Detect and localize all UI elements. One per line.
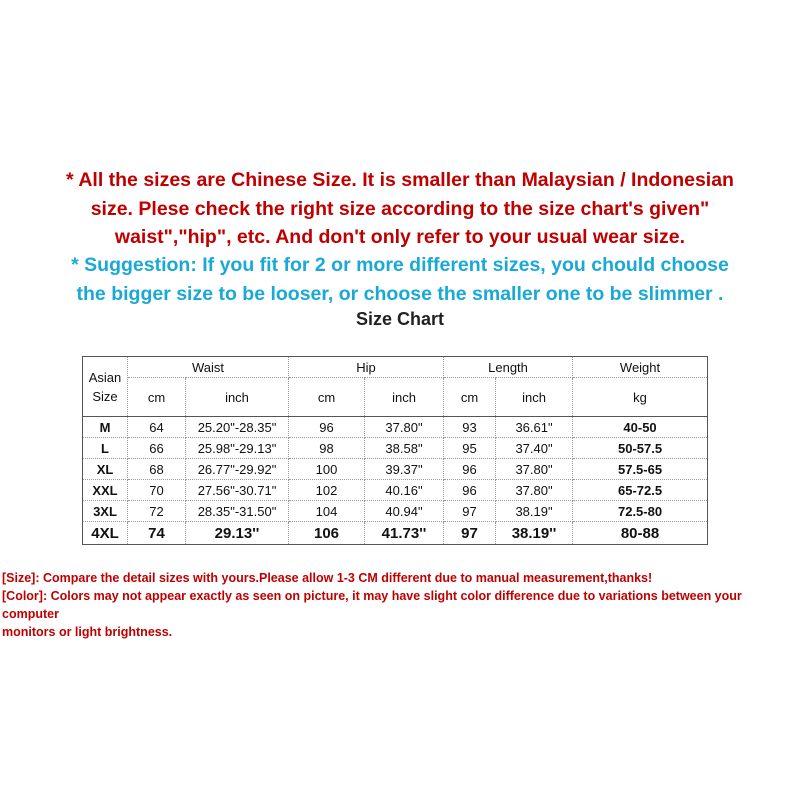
table-row xyxy=(83,501,708,522)
table-header-units xyxy=(83,378,708,417)
hip-header: Hip xyxy=(289,357,444,378)
unit-header: cm xyxy=(444,378,496,417)
color-note-line: [Color]: Colors may not appear exactly as seen on picture, it may have slight color difference due to variations between your computer xyxy=(2,589,742,621)
size-suggestion-notice xyxy=(0,251,800,308)
hip-inch-cell: 39.37" xyxy=(365,459,444,480)
length-inch-cell: 36.61" xyxy=(496,417,573,438)
unit-header: inch xyxy=(496,378,573,417)
length-cm-cell: 95 xyxy=(444,438,496,459)
size-cell: 3XL xyxy=(83,501,128,522)
header-label: Size xyxy=(92,388,118,404)
length-inch-cell: 37.40" xyxy=(496,438,573,459)
hip-cm-cell: 102 xyxy=(289,480,365,501)
size-cell: 4XL xyxy=(83,522,128,545)
size-cell: XL xyxy=(83,459,128,480)
color-note xyxy=(2,587,798,641)
length-header: Length xyxy=(444,357,573,378)
asian-size-header xyxy=(83,357,128,417)
waist-header: Waist xyxy=(128,357,289,378)
table-row xyxy=(83,480,708,501)
hip-cm-cell: 100 xyxy=(289,459,365,480)
weight-kg-cell: 57.5-65 xyxy=(573,459,708,480)
notice-line: size. Plese check the right size according to the size chart's given" xyxy=(90,197,710,220)
hip-cm-cell: 98 xyxy=(289,438,365,459)
length-inch-cell: 38.19'' xyxy=(496,522,573,545)
length-cm-cell: 97 xyxy=(444,501,496,522)
table-header-groups xyxy=(83,357,708,378)
hip-inch-cell: 41.73'' xyxy=(365,522,444,545)
notice-line: * All the sizes are Chinese Size. It is smaller than Malaysian / Indonesian xyxy=(66,169,734,191)
table-row xyxy=(83,459,708,480)
suggestion-line: the bigger size to be looser, or choose the smaller one to be slimmer . xyxy=(76,282,724,305)
size-cell: L xyxy=(83,438,128,459)
unit-header: inch xyxy=(186,378,289,417)
waist-cm-cell: 74 xyxy=(128,522,186,545)
weight-kg-cell: 65-72.5 xyxy=(573,480,708,501)
length-inch-cell: 38.19" xyxy=(496,501,573,522)
color-note-line: monitors or light brightness. xyxy=(2,625,173,639)
table-row xyxy=(83,417,708,438)
waist-inch-cell: 28.35"-31.50" xyxy=(186,501,289,522)
unit-header: kg xyxy=(573,378,708,417)
waist-cm-cell: 66 xyxy=(128,438,186,459)
table-row xyxy=(83,438,708,459)
waist-inch-cell: 27.56"-30.71" xyxy=(186,480,289,501)
weight-kg-cell: 72.5-80 xyxy=(573,501,708,522)
unit-header: inch xyxy=(365,378,444,417)
waist-inch-cell: 25.20"-28.35" xyxy=(186,417,289,438)
hip-cm-cell: 106 xyxy=(289,522,365,545)
size-chart-title: Size Chart xyxy=(355,309,445,329)
length-cm-cell: 96 xyxy=(444,480,496,501)
length-cm-cell: 96 xyxy=(444,459,496,480)
hip-cm-cell: 96 xyxy=(289,417,365,438)
waist-inch-cell: 29.13'' xyxy=(186,522,289,545)
waist-inch-cell: 25.98"-29.13" xyxy=(186,438,289,459)
header-label: Asian xyxy=(88,369,122,385)
table-row xyxy=(83,522,708,545)
waist-inch-cell: 26.77"-29.92" xyxy=(186,459,289,480)
waist-cm-cell: 72 xyxy=(128,501,186,522)
chinese-size-notice xyxy=(0,166,800,252)
unit-header: cm xyxy=(289,378,365,417)
hip-inch-cell: 37.80" xyxy=(365,417,444,438)
size-cell: M xyxy=(83,417,128,438)
length-inch-cell: 37.80" xyxy=(496,459,573,480)
length-cm-cell: 93 xyxy=(444,417,496,438)
hip-cm-cell: 104 xyxy=(289,501,365,522)
size-cell: XXL xyxy=(83,480,128,501)
unit-header: cm xyxy=(128,378,186,417)
weight-kg-cell: 40-50 xyxy=(573,417,708,438)
length-inch-cell: 37.80" xyxy=(496,480,573,501)
length-cm-cell: 97 xyxy=(444,522,496,545)
waist-cm-cell: 70 xyxy=(128,480,186,501)
weight-kg-cell: 80-88 xyxy=(573,522,708,545)
hip-inch-cell: 40.16" xyxy=(365,480,444,501)
size-note: [Size]: Compare the detail sizes with yours.Please allow 1-3 CM different due to manual measurement,thanks! xyxy=(2,571,653,585)
notice-line: waist","hip", etc. And don't only refer to your usual wear size. xyxy=(114,226,686,248)
waist-cm-cell: 68 xyxy=(128,459,186,480)
weight-kg-cell: 50-57.5 xyxy=(573,438,708,459)
size-chart-table xyxy=(82,356,708,545)
suggestion-line: * Suggestion: If you fit for 2 or more different sizes, you chould choose xyxy=(71,254,729,276)
weight-header: Weight xyxy=(573,357,708,378)
hip-inch-cell: 38.58" xyxy=(365,438,444,459)
hip-inch-cell: 40.94" xyxy=(365,501,444,522)
waist-cm-cell: 64 xyxy=(128,417,186,438)
